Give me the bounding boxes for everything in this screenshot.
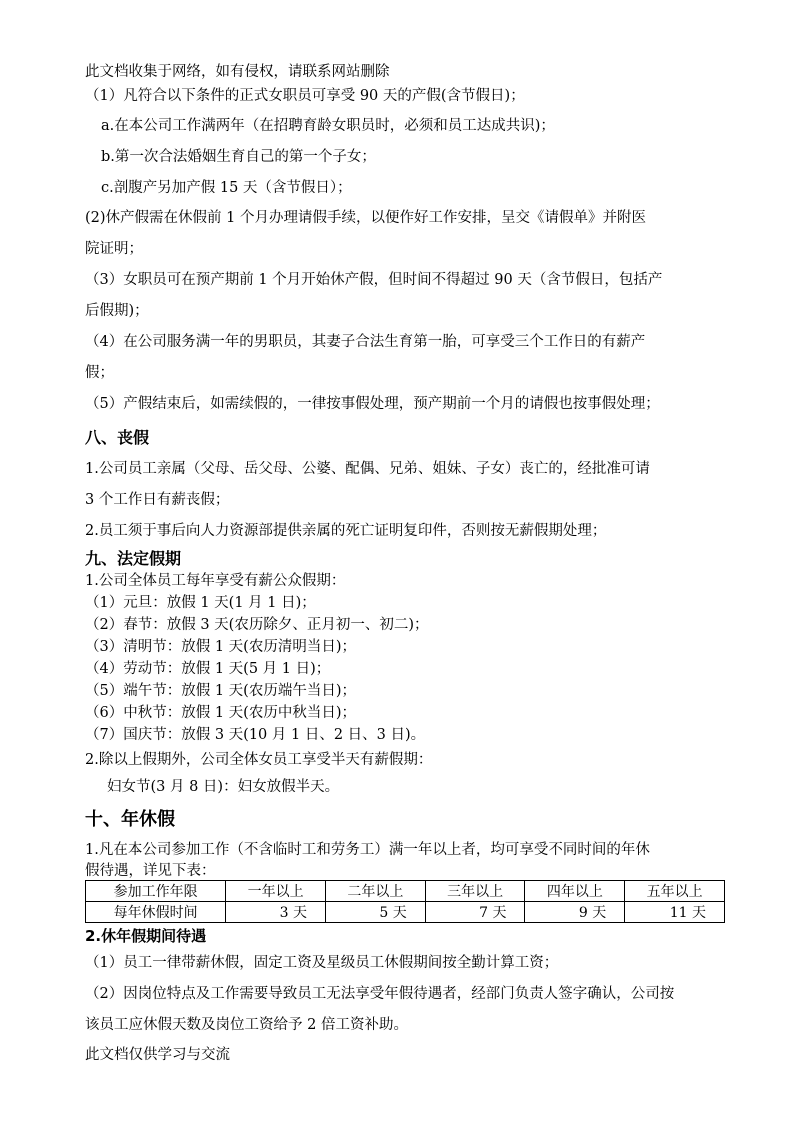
section-heading: 八、丧假: [85, 428, 150, 447]
paragraph-line: 3 个工作日有薪丧假；: [85, 492, 230, 508]
holiday-item: （2）春节：放假 3 天(农历除夕、正月初一、初二)；: [85, 617, 429, 633]
table-cell: 3 天: [226, 902, 326, 923]
table-cell: 11 天: [625, 902, 725, 923]
holiday-item: （4）劳动节：放假 1 天(5 月 1 日)；: [85, 661, 331, 677]
table-cell: 5 天: [325, 902, 425, 923]
paragraph-line: 假；: [85, 365, 114, 381]
paragraph-line: (2)休产假需在休假前 1 个月办理请假手续，以便作好工作安排，呈交《请假单》并附医: [85, 210, 646, 226]
paragraph-line: 1.公司员工亲属（父母、岳父母、公婆、配偶、兄弟、姐妹、子女）丧亡的，经批准可请: [85, 461, 650, 477]
paragraph-line: 1.公司全体员工每年享受有薪公众假期：: [85, 573, 346, 589]
table-header-cell: 五年以上: [625, 881, 725, 902]
annual-leave-table: [85, 880, 725, 923]
holiday-item: （3）清明节：放假 1 天(农历清明当日)；: [85, 639, 356, 655]
paragraph-line: a.在本公司工作满两年（在招聘育龄女职员时，必须和员工达成共识)；: [101, 118, 555, 134]
table-cell: 9 天: [525, 902, 625, 923]
page-header-note: 此文档收集于网络，如有侵权，请联系网站删除: [85, 64, 390, 80]
table-header-cell: 四年以上: [525, 881, 625, 902]
paragraph-line: 2.除以上假期外，公司全体女员工享受半天有薪假期：: [85, 752, 433, 768]
paragraph-line: c.剖腹产另加产假 15 天（含节假日）；: [101, 180, 352, 196]
holiday-item: 妇女节(3 月 8 日)：妇女放假半天。: [107, 779, 340, 795]
holiday-item: （5）端午节：放假 1 天(农历端午当日)；: [85, 683, 356, 699]
paragraph-line: b.第一次合法婚姻生育自己的第一个子女；: [101, 149, 376, 165]
paragraph-line: （3）女职员可在预产期前 1 个月开始休产假，但时间不得超过 90 天（含节假日，包括产: [85, 272, 663, 288]
table-header-cell: 参加工作年限: [86, 881, 226, 902]
paragraph-line: （1）凡符合以下条件的正式女职员可享受 90 天的产假(含节假日)；: [85, 88, 525, 104]
table-header-cell: 一年以上: [226, 881, 326, 902]
page-footer-note: 此文档仅供学习与交流: [85, 1047, 230, 1063]
paragraph-line: 1.凡在本公司参加工作（不含临时工和劳务工）满一年以上者，均可享受不同时间的年休: [85, 842, 650, 858]
paragraph-line: （1）员工一律带薪休假，固定工资及星级员工休假期间按全勤计算工资；: [85, 955, 559, 971]
table-cell: 7 天: [425, 902, 525, 923]
paragraph-line: 后假期)；: [85, 303, 149, 319]
paragraph-line: （4）在公司服务满一年的男职员，其妻子合法生育第一胎，可享受三个工作日的有薪产: [85, 334, 646, 350]
table-row: [86, 881, 725, 902]
holiday-item: （7）国庆节：放假 3 天(10 月 1 日、2 日、3 日)。: [85, 727, 426, 743]
table-row: [86, 902, 725, 923]
paragraph-line: 该员工应休假天数及岗位工资给予 2 倍工资补助。: [85, 1017, 408, 1033]
table-row-label: 每年休假时间: [86, 902, 226, 923]
section-heading: 十、年休假: [85, 809, 175, 830]
paragraph-line: （2）因岗位特点及工作需要导致员工无法享受年假待遇者，经部门负责人签字确认，公司按: [85, 986, 675, 1002]
table-header-cell: 三年以上: [425, 881, 525, 902]
paragraph-line: 假待遇，详见下表：: [85, 863, 216, 879]
holiday-item: （1）元旦：放假 1 天(1 月 1 日)；: [85, 595, 316, 611]
paragraph-line: （5）产假结束后，如需续假的，一律按事假处理，预产期前一个月的请假也按事假处理；: [85, 396, 660, 412]
section-heading: 九、法定假期: [85, 549, 182, 568]
holiday-item: （6）中秋节：放假 1 天(农历中秋当日)；: [85, 705, 356, 721]
table-header-cell: 二年以上: [325, 881, 425, 902]
paragraph-line: 2.员工须于事后向人力资源部提供亲属的死亡证明复印件，否则按无薪假期处理；: [85, 523, 607, 539]
sub-heading: 2.休年假期间待遇: [85, 927, 207, 945]
paragraph-line: 院证明；: [85, 241, 143, 257]
